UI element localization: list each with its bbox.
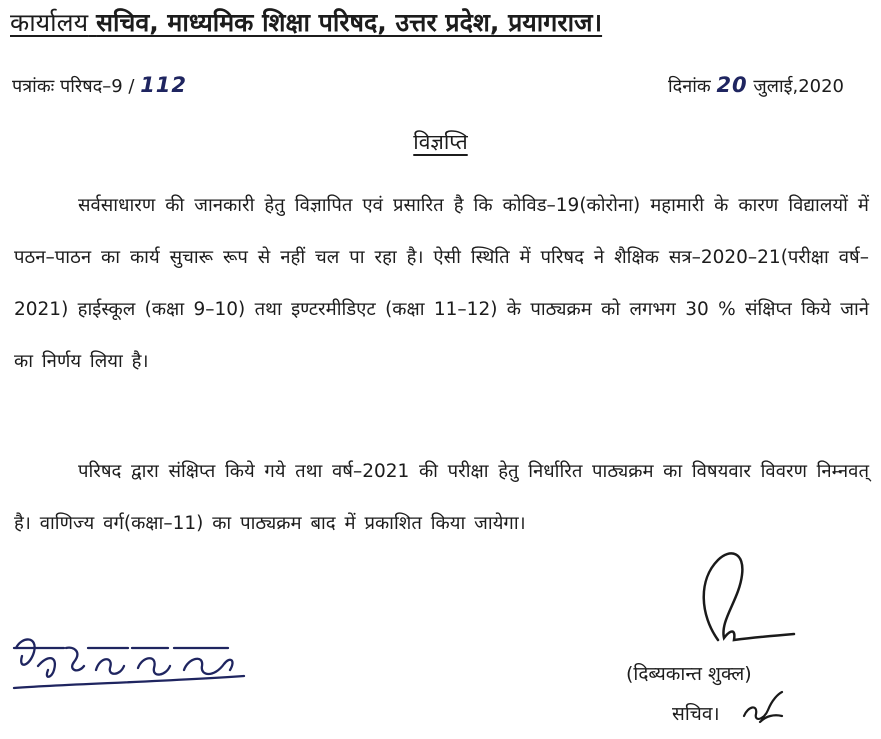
notice-date xyxy=(668,73,844,98)
signatory-name: (दिब्यकान्त शुक्ल) xyxy=(626,663,752,685)
notice-paragraph-2: परिषद द्वारा संक्षिप्त किये गये तथा वर्ष–2021 की परीक्षा हेतु निर्धारित पाठ्यक्रम का विषयवार विवरण निम्नवत् है। वाणिज्य वर्ग(कक्षा–11) का पाठ्यक्रम बाद में प्रकाशित किया जायेगा। xyxy=(14,461,869,534)
secretary-signature xyxy=(690,540,800,650)
notice-heading xyxy=(0,128,881,156)
notice-paragraph-1: सर्वसाधारण की जानकारी हेतु विज्ञापित एवं प्रसारित है कि कोविड–19(कोरोना) महामारी के कारण विद्यालयों में पठन–पाठन का कार्य सुचारू रूप से नहीं चल पा रहा है। ऐसी स्थिति में परिषद ने शैक्षिक सत्र–2020–21(परीक्षा वर्ष–2021) हाईस्कूल (कक्षा 9–10) तथा इण्टरमीडिएट (कक्षा 11–12) के पाठ्यक्रम को लगभग 30 % संक्षिप्त किये जाने का निर्णय लिया है। xyxy=(14,195,869,372)
signatory-designation: सचिव। xyxy=(672,703,720,725)
office-title: सचिव, माध्यमिक शिक्षा परिषद, उत्तर प्रदेश, प्रयागराज। xyxy=(96,8,603,37)
handwritten-left-signature xyxy=(8,626,253,696)
reference-prefix: पत्रांकः परिषद–9 / xyxy=(12,76,135,97)
date-handwritten-day: 20 xyxy=(716,73,748,97)
date-month-year: जुलाई,2020 xyxy=(753,76,844,97)
office-word: कार्यालय xyxy=(10,8,89,37)
reference-number xyxy=(12,73,187,98)
date-label: दिनांक xyxy=(668,76,711,97)
office-header xyxy=(10,6,602,40)
notice-title: विज्ञप्ति xyxy=(413,130,468,154)
reference-handwritten-number: 112 xyxy=(140,73,188,97)
initials-signature xyxy=(738,686,788,726)
